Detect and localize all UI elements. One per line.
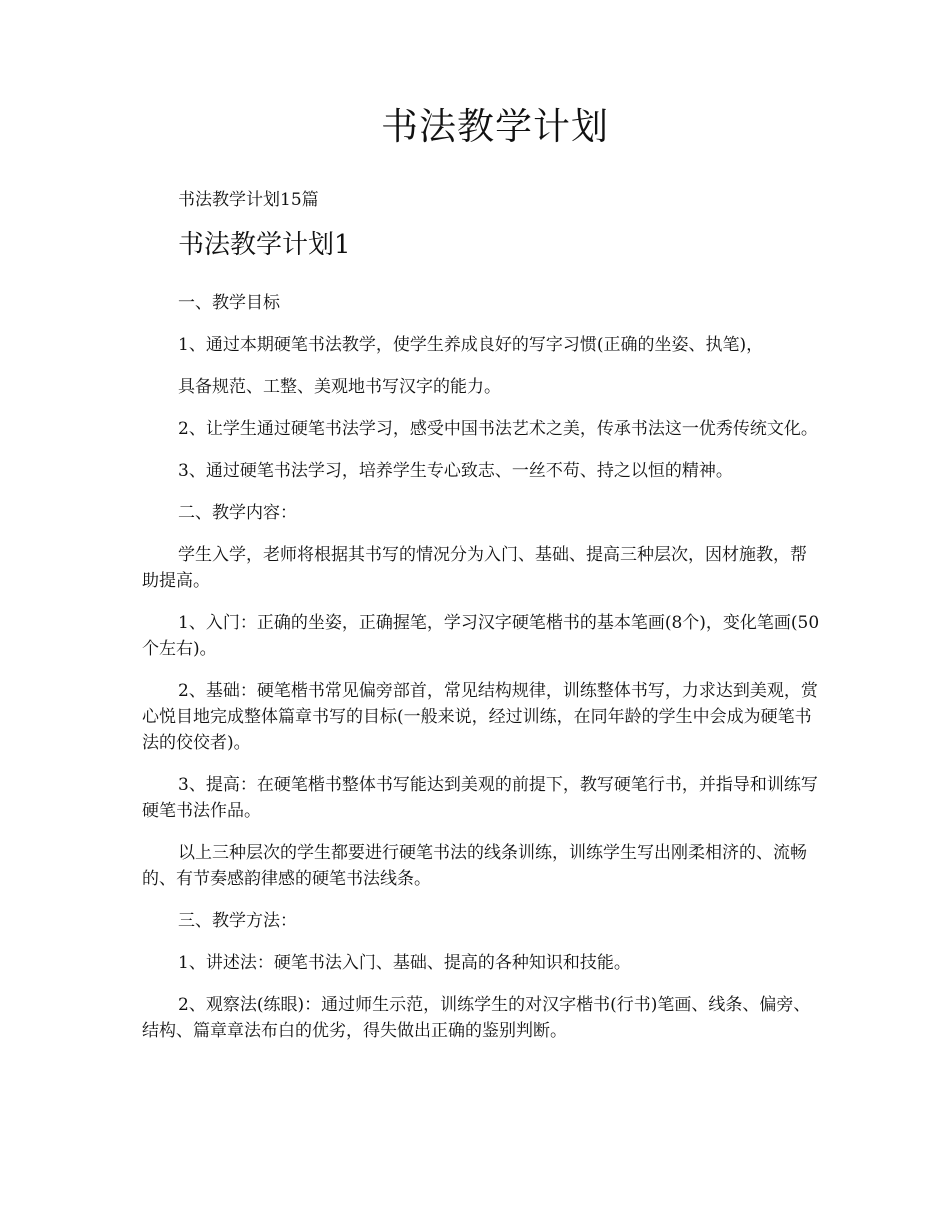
paragraph-goal-3: 3、通过硬笔书法学习，培养学生专心致志、一丝不苟、持之以恒的精神。 xyxy=(178,461,733,481)
paragraph-line-training: 以上三种层次的学生都要进行硬笔书法的线条训练，训练学生写出刚柔相济的、流畅的、有节奏感韵律感的硬笔书法线条。 xyxy=(142,843,807,889)
paragraph-goal-1-continued: 具备规范、工整、美观地书写汉字的能力。 xyxy=(178,377,501,397)
paragraph-level-beginner: 1、入门：正确的坐姿，正确握笔，学习汉字硬笔楷书的基本笔画(8个)，变化笔画(50个左右)。 xyxy=(142,613,820,659)
paragraph-method-1: 1、讲述法：硬笔书法入门、基础、提高的各种知识和技能。 xyxy=(178,953,631,973)
paragraph-content-intro: 学生入学，老师将根据其书写的情况分为入门、基础、提高三种层次，因材施教，帮助提高。 xyxy=(142,545,807,591)
heading-teaching-methods: 三、教学方法： xyxy=(178,911,297,931)
paragraph-method-2: 2、观察法(练眼)：通过师生示范，训练学生的对汉字楷书(行书)笔画、线条、偏旁、结构、篇章章法布白的优劣，得失做出正确的鉴别判断。 xyxy=(142,995,811,1041)
paragraph-level-basic: 2、基础：硬笔楷书常见偏旁部首，常见结构规律，训练整体书写，力求达到美观，赏心悦目地完成整体篇章书写的目标(一般来说，经过训练，在同年龄的学生中会成为硬笔书法的佼佼者)。 xyxy=(142,681,818,753)
document-title: 书法教学计划 xyxy=(381,105,609,148)
document-subtitle: 书法教学计划15篇 xyxy=(178,190,319,210)
paragraph-level-advanced: 3、提高：在硬笔楷书整体书写能达到美观的前提下，教写硬笔行书，并指导和训练写硬笔书法作品。 xyxy=(142,775,818,821)
section-heading: 书法教学计划1 xyxy=(178,230,351,260)
paragraph-goal-1: 1、通过本期硬笔书法教学，使学生养成良好的写字习惯(正确的坐姿、执笔)， xyxy=(178,335,764,355)
heading-teaching-goals: 一、教学目标 xyxy=(178,293,280,313)
heading-teaching-content: 二、教学内容： xyxy=(178,503,297,523)
document-body xyxy=(142,290,820,1044)
paragraph-goal-2: 2、让学生通过硬笔书法学习，感受中国书法艺术之美，传承书法这一优秀传统文化。 xyxy=(178,419,818,439)
